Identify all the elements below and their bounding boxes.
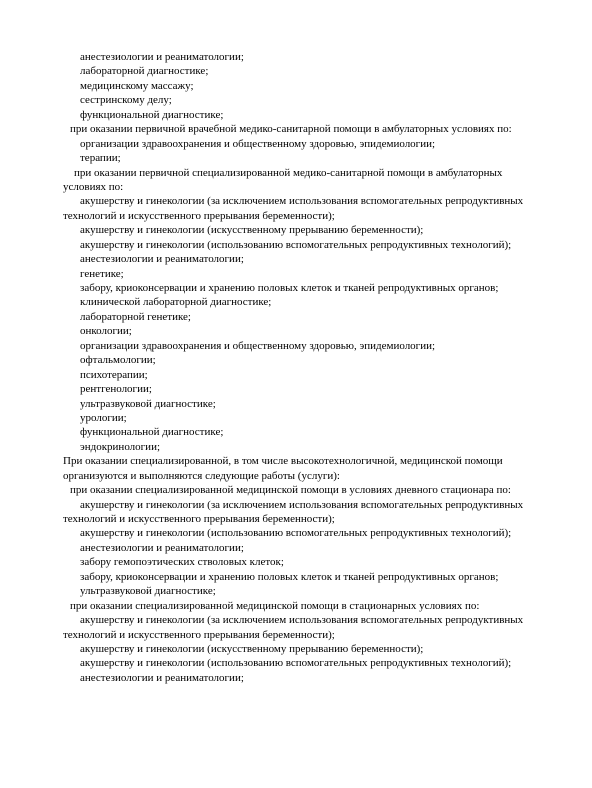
document-line: генетике; — [80, 267, 124, 280]
document-line: организации здравоохранения и общественному здоровью, эпидемиологии; — [80, 339, 436, 352]
document-line: функциональной диагностике; — [80, 426, 224, 439]
document-line: при оказании первичной специализированной медико-санитарной помощи в амбулаторных — [74, 166, 503, 179]
document-line: лабораторной генетике; — [80, 310, 191, 323]
document-line: анестезиологии и реаниматологии; — [80, 51, 244, 63]
document-line: технологий и искусственного прерывания беременности); — [63, 513, 335, 525]
document-line: урологии; — [80, 411, 127, 424]
document-line: акушерству и гинекологии (за исключением использования вспомогательных репродуктивных — [80, 498, 524, 511]
document-line: анестезиологии и реаниматологии; — [80, 541, 244, 554]
document-line: акушерству и гинекологии (использованию вспомогательных репродуктивных технологий); — [80, 527, 512, 540]
document-line: ультразвуковой диагностике; — [80, 585, 216, 598]
document-line: акушерству и гинекологии (использованию вспомогательных репродуктивных технологий); — [80, 238, 512, 251]
document-line: психотерапии; — [80, 368, 148, 381]
document-line: акушерству и гинекологии (использованию вспомогательных репродуктивных технологий); — [80, 657, 512, 670]
document-line: технологий и искусственного прерывания беременности); — [63, 628, 335, 641]
document-line: онкологии; — [80, 325, 132, 338]
document-line: организации здравоохранения и общественному здоровью, эпидемиологии; — [80, 137, 436, 150]
document-line: функциональной диагностике; — [80, 108, 224, 121]
document-line: При оказании специализированной, в том числе высокотехнологичной, медицинской помощи — [63, 455, 503, 468]
document-body — [0, 50, 592, 685]
document-line: забору гемопоэтических стволовых клеток; — [80, 556, 284, 569]
document-line: забору, криоконсервации и хранению половых клеток и тканей репродуктивных органов; — [80, 282, 499, 294]
document-line: медицинскому массажу; — [80, 79, 194, 92]
document-line: при оказании специализированной медицинской помощи в условиях дневного стационара по: — [70, 484, 511, 497]
document-line: анестезиологии и реаниматологии; — [80, 253, 244, 266]
document-line: технологий и искусственного прерывания беременности); — [63, 209, 335, 222]
document-line: условиях по: — [63, 180, 124, 193]
document-line: лабораторной диагностике; — [80, 65, 209, 78]
document-line: офтальмологии; — [80, 354, 156, 367]
document-line: ультразвуковой диагностике; — [80, 397, 216, 410]
document-line: сестринскому делу; — [80, 94, 172, 107]
document-line: акушерству и гинекологии (за исключением использования вспомогательных репродуктивных — [80, 195, 524, 208]
document-line: акушерству и гинекологии (искусственному прерыванию беременности); — [80, 642, 424, 655]
document-line: анестезиологии и реаниматологии; — [80, 671, 244, 684]
document-line: при оказании специализированной медицинской помощи в стационарных условиях по: — [70, 599, 480, 612]
document-line: акушерству и гинекологии (за исключением использования вспомогательных репродуктивных — [80, 614, 524, 627]
document-line: организуются и выполняются следующие работы (услуги): — [63, 469, 340, 482]
document-line: клинической лабораторной диагностике; — [80, 296, 272, 309]
document-line: эндокринологии; — [80, 440, 161, 453]
document-line: забору, криоконсервации и хранению половых клеток и тканей репродуктивных органов; — [80, 570, 499, 583]
document-line: рентгенологии; — [80, 383, 152, 396]
document-line: при оказании первичной врачебной медико-санитарной помощи в амбулаторных условиях по: — [70, 123, 512, 136]
document-line: терапии; — [80, 152, 121, 165]
document-line: акушерству и гинекологии (искусственному прерыванию беременности); — [80, 224, 424, 237]
